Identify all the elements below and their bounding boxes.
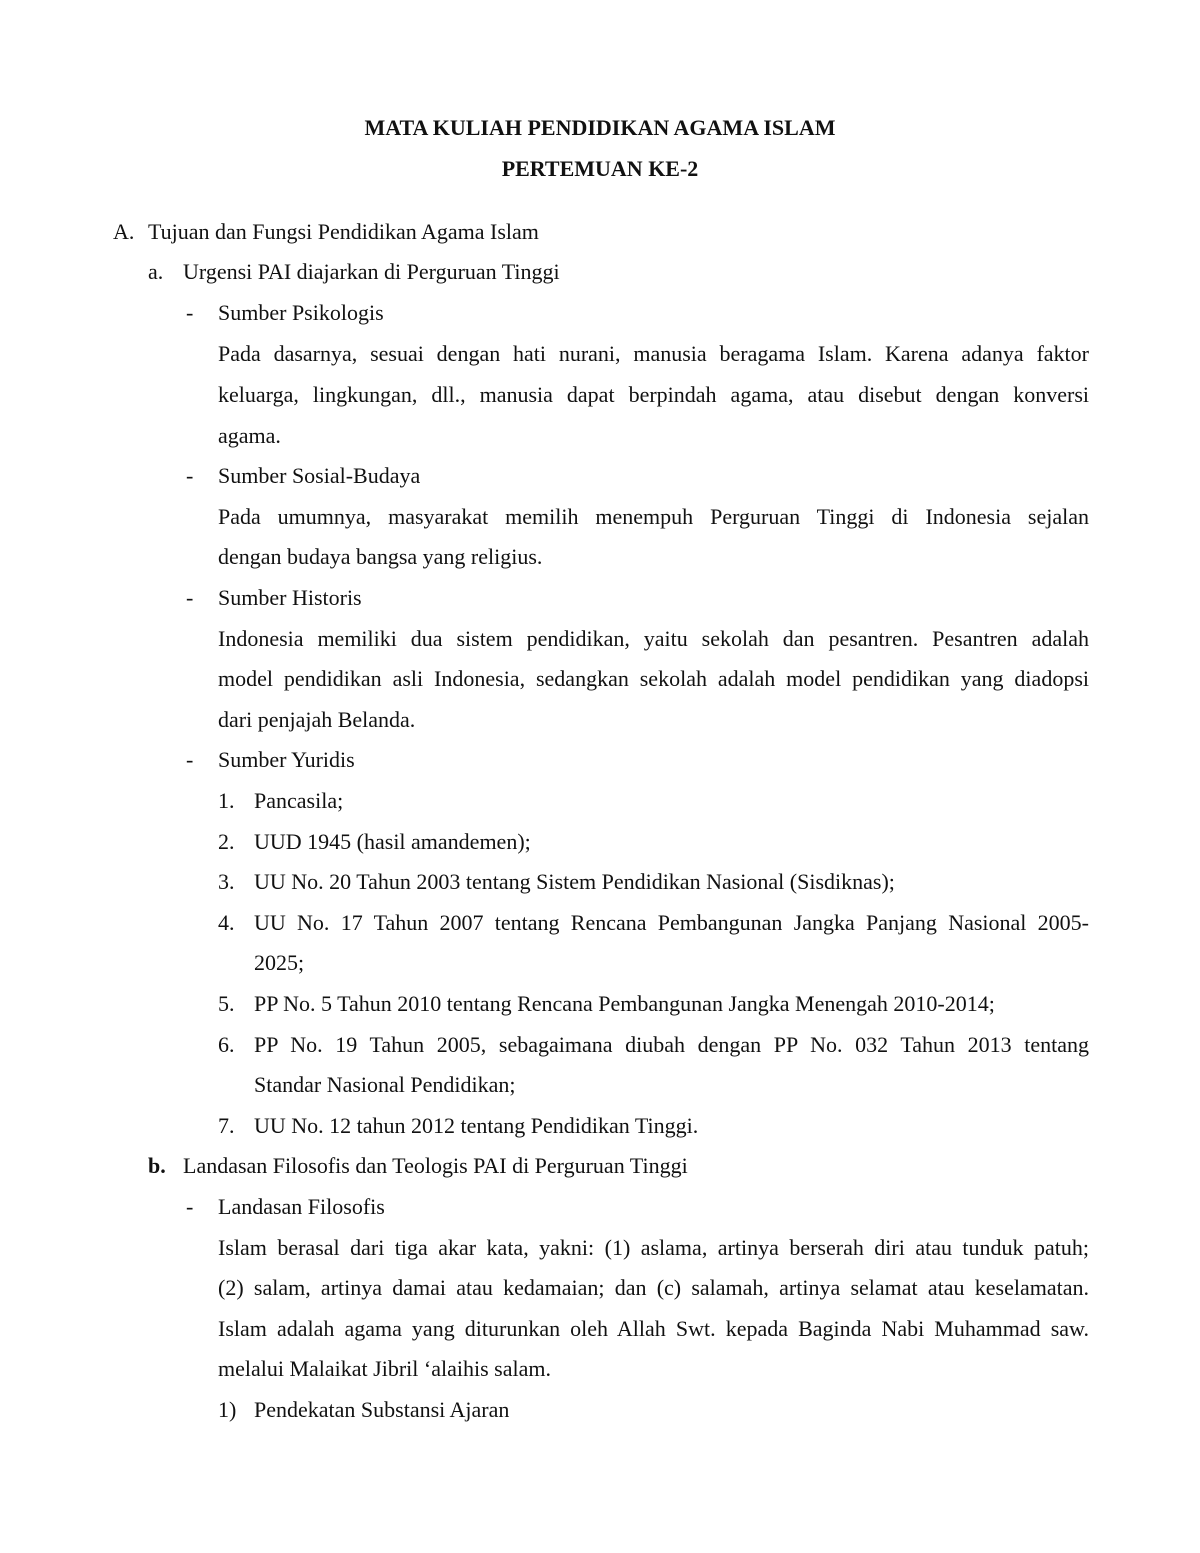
paragraph-line (0, 1233, 1200, 1274)
list-item (0, 1030, 1200, 1071)
paragraph-text: dari penjajah Belanda. (218, 707, 416, 732)
list-text: UU No. 20 Tahun 2003 tentang Sistem Pendidikan Nasional (Sisdiknas); (254, 869, 895, 894)
subsection-heading-text: Landasan Filosofis dan Teologis PAI di Perguruan Tinggi (183, 1153, 688, 1178)
section-marker: A. (113, 219, 135, 244)
subsection-marker: b. (148, 1153, 166, 1178)
paragraph-text: agama. (218, 423, 281, 448)
list-number: 5. (218, 991, 235, 1016)
paragraph-line (0, 664, 1200, 705)
list-item (0, 908, 1200, 949)
list-text: PP No. 5 Tahun 2010 tentang Rencana Pembangunan Jangka Menengah 2010-2014; (254, 991, 995, 1016)
subsection-heading-text: Urgensi PAI diajarkan di Perguruan Tinggi (183, 259, 560, 284)
paragraph-line (0, 1314, 1200, 1355)
list-text: Standar Nasional Pendidikan; (254, 1072, 516, 1097)
paragraph-line (0, 624, 1200, 665)
list-item (0, 827, 1200, 868)
list-text: UUD 1945 (hasil amandemen); (254, 829, 531, 854)
list-text: UU No. 17 Tahun 2007 tentang Rencana Pembangunan Jangka Panjang Nasional 2005- (254, 910, 1089, 935)
list-number: 2. (218, 829, 235, 854)
paragraph-text: keluarga, lingkungan, dll., manusia dapat berpindah agama, atau disebut dengan konversi (218, 382, 1089, 407)
bullet-dash: - (186, 300, 194, 325)
paragraph-line (0, 1354, 1200, 1395)
paragraph-line (0, 502, 1200, 543)
bullet-heading: Landasan Filosofis (218, 1194, 385, 1219)
paragraph-text: (2) salam, artinya damai atau kedamaian; dan (c) salamah, artinya selamat atau keselamatan. (218, 1275, 1089, 1300)
bullet-historis (0, 583, 1200, 624)
list-number: 3. (218, 869, 235, 894)
list-text: Pancasila; (254, 788, 344, 813)
list-item (0, 1111, 1200, 1152)
list-number: 1. (218, 788, 235, 813)
list-item (0, 989, 1200, 1030)
list-text: UU No. 12 tahun 2012 tentang Pendidikan Tinggi. (254, 1113, 699, 1138)
bullet-heading: Sumber Yuridis (218, 747, 355, 772)
paragraph-text: dengan budaya bangsa yang religius. (218, 544, 543, 569)
list-number: 4. (218, 910, 235, 935)
paragraph-text: Islam adalah agama yang diturunkan oleh Allah Swt. kepada Baginda Nabi Muhammad saw. (218, 1316, 1089, 1341)
list-text: PP No. 19 Tahun 2005, sebagaimana diubah dengan PP No. 032 Tahun 2013 tentang (254, 1032, 1089, 1057)
bullet-yuridis (0, 745, 1200, 786)
document-title: MATA KULIAH PENDIDIKAN AGAMA ISLAM (364, 115, 836, 140)
bullet-heading: Sumber Psikologis (218, 300, 384, 325)
document-subtitle: PERTEMUAN KE-2 (501, 156, 699, 181)
bullet-landasan-filosofis (0, 1192, 1200, 1233)
list-number: 7. (218, 1113, 235, 1138)
bullet-sosial-budaya (0, 461, 1200, 502)
list-item-continuation (0, 1070, 1200, 1111)
bullet-dash: - (186, 463, 194, 488)
paragraph-text: Indonesia memiliki dua sistem pendidikan, yaitu sekolah dan pesantren. Pesantren adalah (218, 626, 1089, 651)
bullet-dash: - (186, 585, 194, 610)
paragraph-line (0, 1273, 1200, 1314)
paragraph-line (0, 542, 1200, 583)
paragraph-line (0, 380, 1200, 421)
section-a-heading (0, 217, 1200, 258)
paragraph-text: Pada dasarnya, sesuai dengan hati nurani, manusia beragama Islam. Karena adanya faktor (218, 341, 1089, 366)
numbered-subitem (0, 1395, 1200, 1436)
paragraph-text: Pada umumnya, masyarakat memilih menempuh Perguruan Tinggi di Indonesia sejalan (218, 504, 1089, 529)
paragraph-line (0, 705, 1200, 746)
subitem-marker: 1) (218, 1397, 237, 1422)
bullet-dash: - (186, 747, 194, 772)
subitem-text: Pendekatan Substansi Ajaran (254, 1397, 510, 1422)
subsection-marker: a. (148, 259, 164, 284)
list-number: 6. (218, 1032, 235, 1057)
bullet-heading: Sumber Sosial-Budaya (218, 463, 421, 488)
subsection-a-heading (0, 257, 1200, 298)
bullet-dash: - (186, 1194, 194, 1219)
bullet-heading: Sumber Historis (218, 585, 362, 610)
paragraph-line (0, 339, 1200, 380)
list-item (0, 786, 1200, 827)
paragraph-text: model pendidikan asli Indonesia, sedangkan sekolah adalah model pendidikan yang diadopsi (218, 666, 1089, 691)
paragraph-line (0, 421, 1200, 462)
section-heading-text: Tujuan dan Fungsi Pendidikan Agama Islam (148, 219, 539, 244)
list-item (0, 867, 1200, 908)
list-text: 2025; (254, 950, 305, 975)
bullet-psikologis (0, 298, 1200, 339)
subsection-b-heading (0, 1151, 1200, 1192)
list-item-continuation (0, 948, 1200, 989)
paragraph-text: melalui Malaikat Jibril ‘alaihis salam. (218, 1356, 551, 1381)
paragraph-text: Islam berasal dari tiga akar kata, yakni: (1) aslama, artinya berserah diri atau tunduk patuh; (218, 1235, 1089, 1260)
